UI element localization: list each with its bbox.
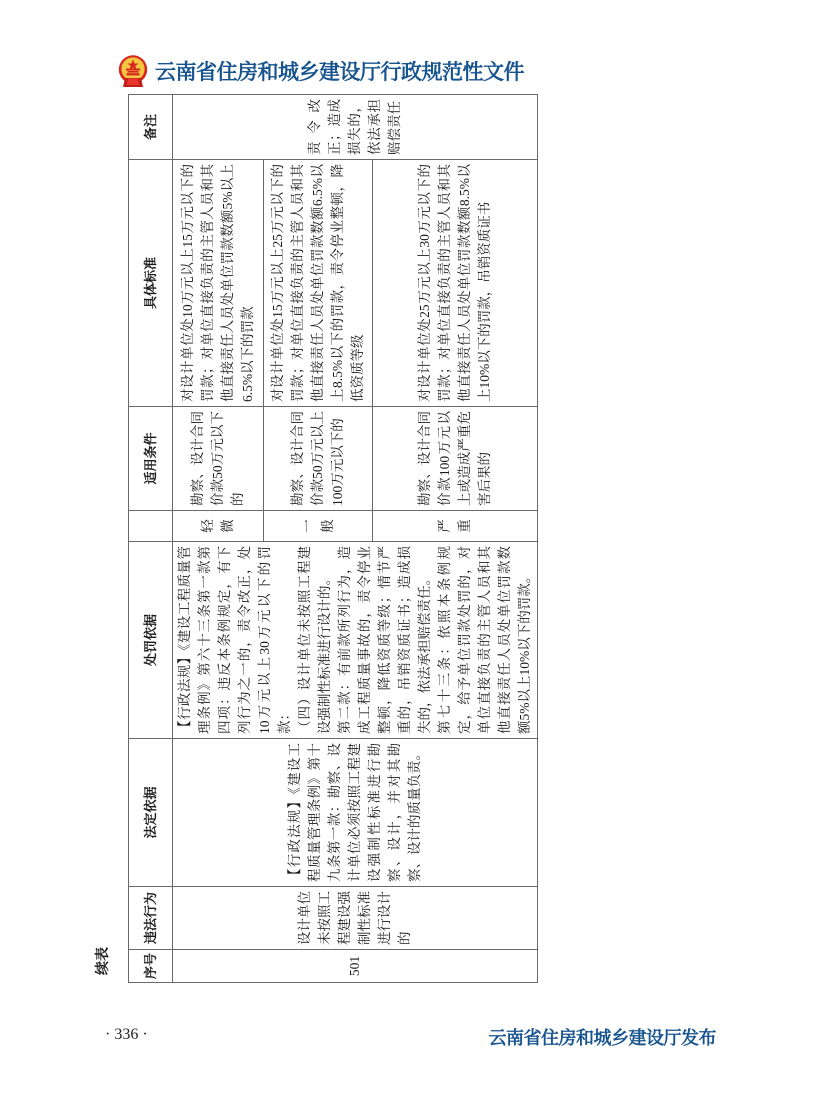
table-row — [173, 95, 264, 983]
page-title: 云南省住房和城乡建设厅行政规范性文件 — [155, 60, 524, 84]
col-header-legal-basis: 法定依据 — [129, 739, 173, 887]
col-header-severity — [129, 511, 173, 542]
col-header-standards: 具体标准 — [129, 160, 173, 407]
col-header-conditions: 适用条件 — [129, 407, 173, 511]
serial-number-cell: 501 — [173, 950, 538, 983]
penalty-paragraph: 【行政法规】《建设工程质量管理条例》第六十三条第一款第四项：违反本条例规定，有下列行为之一的，责令改正，处10万元以上30万元以下的罚款： — [177, 546, 292, 734]
standard-cell: 对设计单位处15万元以上25万元以下的罚款；对单位直接负责的主管人员和其他直接责任人员处单位罚款数额6.5%以上8.5%以下的罚款，责令停业整顿，降低资质等级 — [263, 160, 373, 407]
condition-cell: 勘察、设计合同价款100万元以上或造成严重危害后果的 — [373, 407, 538, 511]
col-header-illegal-act: 违法行为 — [129, 887, 173, 950]
legal-basis-cell: 【行政法规】《建设工程质量管理条例》第十九条第一款：勘察、设计单位必须按照工程建设强制性标准进行勘察、设计，并对其勘察、设计的质量负责。 — [173, 739, 538, 887]
penalty-basis-cell — [173, 542, 538, 739]
col-header-serial: 序号 — [129, 950, 173, 983]
publisher-label: 云南省住房和城乡建设厅发布 — [488, 1028, 716, 1048]
standard-cell: 对设计单位处10万元以上15万元以下的罚款；对单位直接负责的主管人员和其他直接责任人员处单位罚款数额5%以上6.5%以下的罚款 — [173, 160, 264, 407]
page-number: · 336 · — [105, 1026, 148, 1043]
remark-cell: 责令改正；造成损失的，依法承担赔偿责任 — [173, 95, 538, 160]
condition-cell: 勘察、设计合同价款50万元以上100万元以下的 — [263, 407, 373, 511]
penalty-discretion-table — [128, 94, 538, 983]
table-header-row — [129, 95, 173, 983]
illegal-act-cell: 设计单位未按照工程建设强制性标准进行设计的 — [173, 887, 538, 950]
col-header-penalty-basis: 处罚依据 — [129, 542, 173, 739]
condition-cell: 勘察、设计合同价款50万元以下的 — [173, 407, 264, 511]
severity-level-cell: 一般 — [263, 511, 373, 542]
penalty-paragraph: 第七十三条：依照本条例规定，给予单位罚款处罚的，对单位直接负责的主管人员和其他直接责任人员处单位罚款数额5%以上10%以下的罚款。 — [437, 546, 532, 734]
penalty-paragraph: 第二款：有前款所列行为，造成工程质量事故的，责令停业整顿，降低资质等级；情节严重的，吊销资质证书；造成损失的，依法承担赔偿责任。 — [337, 546, 432, 734]
continued-table-label: 续表 — [94, 947, 110, 975]
standard-cell: 对设计单位处25万元以上30万元以下的罚款；对单位直接负责的主管人员和其他直接责任人员处单位罚款数额8.5%以上10%以下的罚款，吊销资质证书 — [373, 160, 538, 407]
col-header-remark: 备注 — [129, 95, 173, 160]
severity-level-cell: 轻微 — [173, 511, 264, 542]
severity-level-cell: 严重 — [373, 511, 538, 542]
penalty-paragraph: （四）设计单位未按照工程建设强制性标准进行设计的。 — [297, 546, 332, 734]
